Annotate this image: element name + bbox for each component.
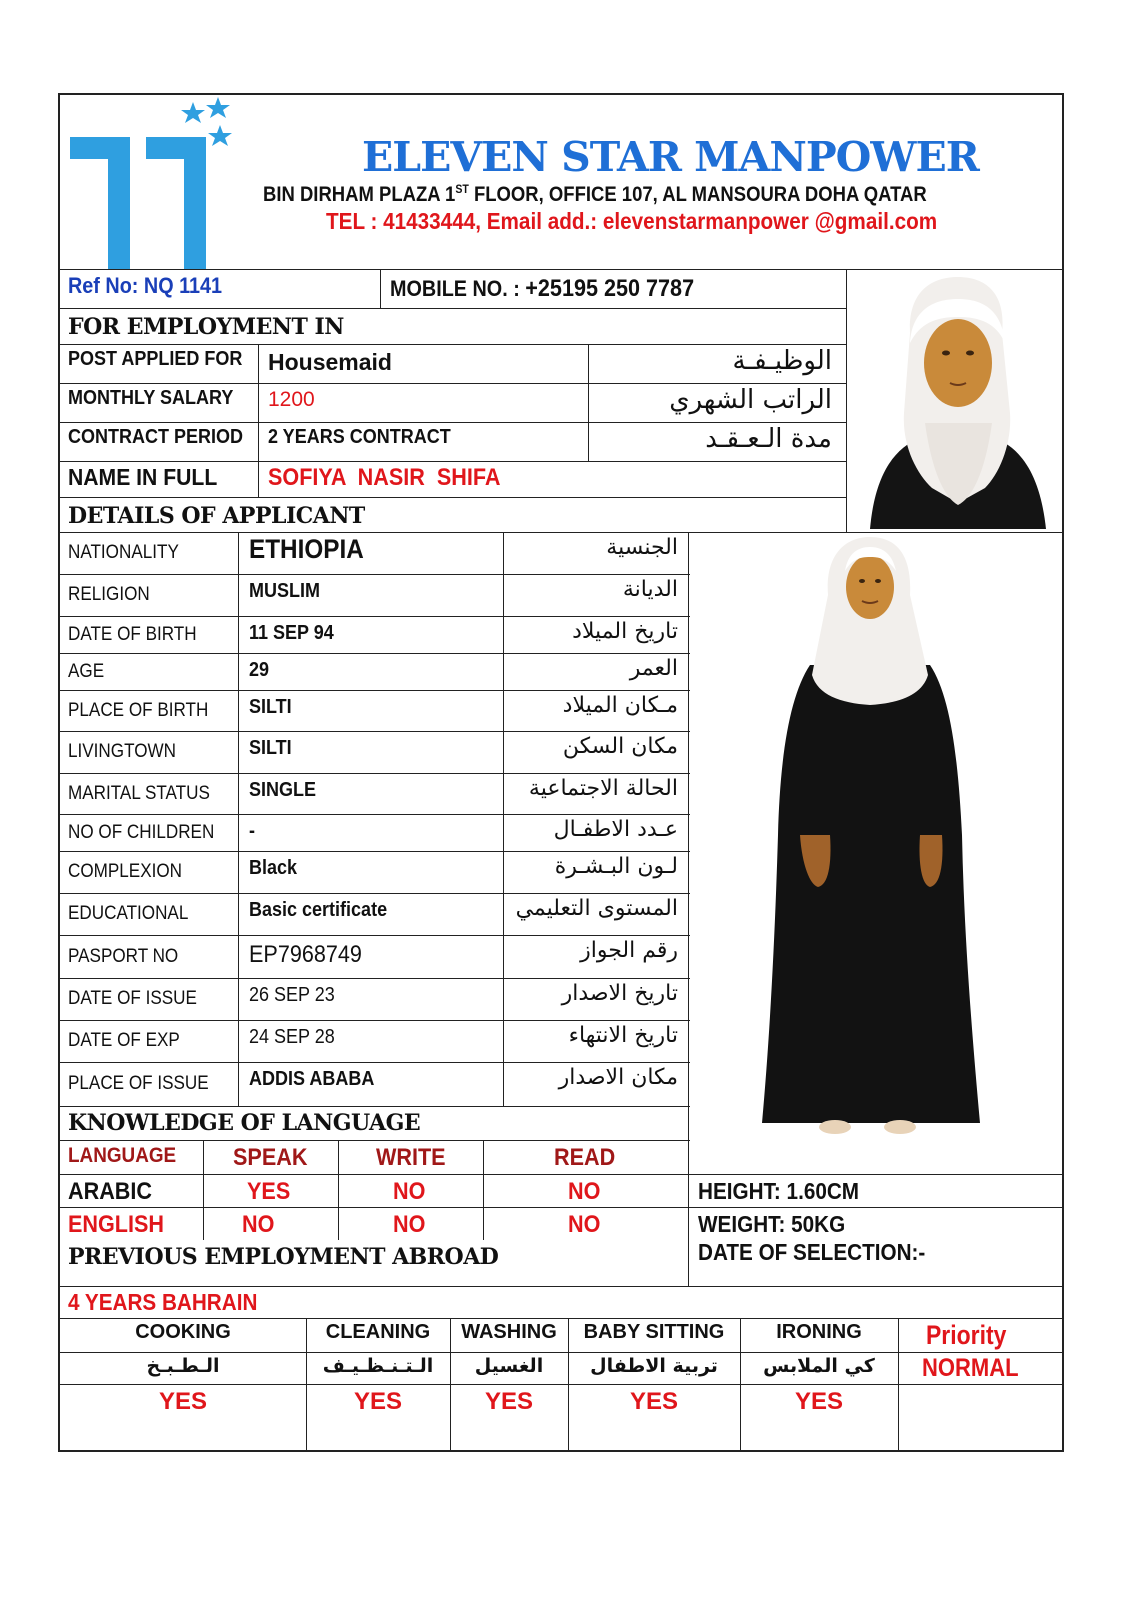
mobile-number [390, 275, 694, 303]
language-table [60, 1140, 690, 1240]
skill-name: CLEANING [325, 1321, 431, 1343]
previous-employment-value: 4 YEARS BAHRAIN [68, 1289, 258, 1315]
eleven-star-logo-icon [68, 97, 238, 272]
detail-value: ADDIS ABABA [249, 1068, 375, 1090]
detail-arabic: مكان الاصدار [558, 1065, 678, 1090]
language-col-speak: SPEAK [233, 1144, 308, 1171]
address-part-1: BIN DIRHAM PLAZA 1 [263, 183, 456, 206]
detail-value: SINGLE [249, 779, 317, 801]
detail-value: MUSLIM [249, 580, 321, 602]
full-body-photo [750, 535, 1000, 1145]
skill-name: COOKING [135, 1321, 231, 1343]
ref-value: NQ 1141 [143, 273, 223, 298]
full-body-photo-image [750, 535, 1000, 1145]
details-table [60, 532, 690, 1106]
skill-arabic: الـطـبـخ [146, 1355, 220, 1377]
language-col-language: LANGUAGE [68, 1144, 177, 1167]
detail-value: - [249, 820, 256, 842]
portrait-photo [850, 273, 1062, 529]
post-applied-value: Housemaid [268, 349, 392, 375]
language-arabic-name: ARABIC [68, 1178, 152, 1205]
detail-arabic: مكان السكن [562, 734, 678, 759]
detail-value: EP7968749 [249, 941, 362, 968]
language-arabic-write: NO [393, 1178, 426, 1205]
language-col-read: READ [554, 1144, 616, 1171]
contract-period-arabic: مدة الـعـقـد [705, 424, 832, 454]
priority-value: NORMAL [922, 1354, 1019, 1382]
skill-value: YES [629, 1388, 679, 1415]
detail-arabic: رقم الجواز [580, 938, 678, 963]
skill-name: WASHING [461, 1321, 557, 1343]
detail-arabic: الحالة الاجتماعية [528, 776, 678, 801]
detail-label: AGE [68, 660, 105, 682]
detail-label: DATE OF EXP [68, 1030, 180, 1051]
employment-heading: FOR EMPLOYMENT IN [68, 314, 344, 340]
skill-value: YES [353, 1388, 403, 1415]
detail-arabic: تاريخ الاصدار [561, 981, 678, 1006]
mobile-label: MOBILE NO. : [390, 276, 520, 301]
application-sheet [58, 93, 1064, 1452]
detail-arabic: الديانة [622, 577, 678, 602]
weight-value: WEIGHT: 50KG [698, 1211, 846, 1237]
skill-arabic: الغسيل [474, 1355, 544, 1377]
language-english-read: NO [568, 1211, 601, 1238]
post-applied-arabic: الوظيـفـة [732, 346, 832, 376]
detail-label: MARITAL STATUS [68, 782, 210, 804]
portrait-photo-image [850, 273, 1062, 529]
detail-value: 11 SEP 94 [249, 622, 334, 644]
detail-arabic: تاريخ الانتهاء [568, 1023, 678, 1048]
language-english-speak: NO [242, 1211, 275, 1238]
company-name: ELEVEN STAR MANPOWER [362, 133, 979, 181]
skill-arabic: تربية الاطفال [590, 1355, 718, 1377]
mobile-value: +25195 250 7787 [525, 275, 695, 302]
contract-period-label: CONTRACT PERIOD [68, 426, 244, 448]
detail-label: NATIONALITY [68, 542, 179, 563]
detail-label: NO OF CHILDREN [68, 821, 215, 843]
detail-arabic: المستوى التعليمي [515, 896, 678, 921]
detail-label: EDUCATIONAL [68, 903, 189, 924]
detail-value: 26 SEP 23 [249, 984, 335, 1006]
detail-arabic: عـدد الاطفـال [553, 817, 678, 842]
skill-arabic: كي الملابس [763, 1355, 875, 1377]
priority-label: Priority [926, 1320, 1007, 1350]
height-value: HEIGHT: 1.60CM [698, 1178, 860, 1204]
address-superscript: ST [455, 182, 469, 196]
language-col-write: WRITE [376, 1144, 446, 1171]
skill-value: YES [794, 1388, 844, 1415]
skill-name: BABY SITTING [583, 1321, 725, 1343]
company-address [263, 182, 927, 207]
detail-label: PASPORT NO [68, 945, 179, 967]
detail-value: Basic certificate [249, 899, 388, 921]
detail-label: RELIGION [68, 584, 150, 605]
language-heading: KNOWLEDGE OF LANGUAGE [68, 1110, 421, 1136]
details-heading: DETAILS OF APPLICANT [68, 503, 365, 529]
detail-label: DATE OF ISSUE [68, 988, 197, 1009]
ref-label: Ref No: [68, 273, 139, 298]
skill-arabic: الـتـنـظـيـف [322, 1355, 434, 1377]
detail-value: SILTI [249, 737, 292, 759]
language-english-write: NO [393, 1211, 426, 1238]
detail-arabic: لـون البـشـرة [554, 854, 678, 879]
skill-value: YES [484, 1388, 534, 1415]
skill-value: YES [158, 1388, 208, 1415]
company-contact: TEL : 41433444, Email add.: elevenstarmanpower @gmail.com [326, 208, 938, 234]
detail-value: SILTI [249, 696, 292, 718]
skill-name: IRONING [776, 1321, 862, 1343]
detail-label: DATE OF BIRTH [68, 623, 197, 645]
logo [68, 97, 238, 272]
contract-period-value: 2 YEARS CONTRACT [268, 426, 451, 448]
skills-table [60, 1318, 1064, 1452]
detail-label: COMPLEXION [68, 861, 183, 882]
detail-value: Black [249, 857, 298, 879]
detail-arabic: الجنسية [606, 535, 678, 560]
full-name-label: NAME IN FULL [68, 464, 218, 490]
detail-value: 29 [249, 659, 270, 681]
full-name-value: SOFIYA NASIR SHIFA [268, 464, 501, 491]
date-of-selection: DATE OF SELECTION:- [698, 1239, 926, 1265]
address-part-2: FLOOR, OFFICE 107, AL MANSOURA DOHA QATAR [468, 183, 927, 206]
detail-arabic: مـكان الميلاد [562, 693, 678, 718]
detail-value: 24 SEP 28 [249, 1026, 335, 1048]
monthly-salary-label: MONTHLY SALARY [68, 387, 234, 409]
monthly-salary-arabic: الراتب الشهري [669, 385, 832, 415]
detail-arabic: العمر [629, 656, 678, 681]
detail-label: LIVINGTOWN [68, 741, 176, 762]
language-english-name: ENGLISH [68, 1211, 165, 1238]
previous-employment-heading: PREVIOUS EMPLOYMENT ABROAD [68, 1244, 499, 1270]
post-applied-label: POST APPLIED FOR [68, 348, 243, 370]
detail-label: PLACE OF BIRTH [68, 699, 209, 721]
detail-value: ETHIOPIA [249, 534, 364, 564]
ref-number [68, 273, 222, 299]
language-arabic-read: NO [568, 1178, 601, 1205]
monthly-salary-value: 1200 [268, 388, 315, 411]
detail-label: PLACE OF ISSUE [68, 1073, 209, 1094]
detail-arabic: تاريخ الميلاد [572, 619, 678, 644]
language-arabic-speak: YES [247, 1178, 291, 1205]
